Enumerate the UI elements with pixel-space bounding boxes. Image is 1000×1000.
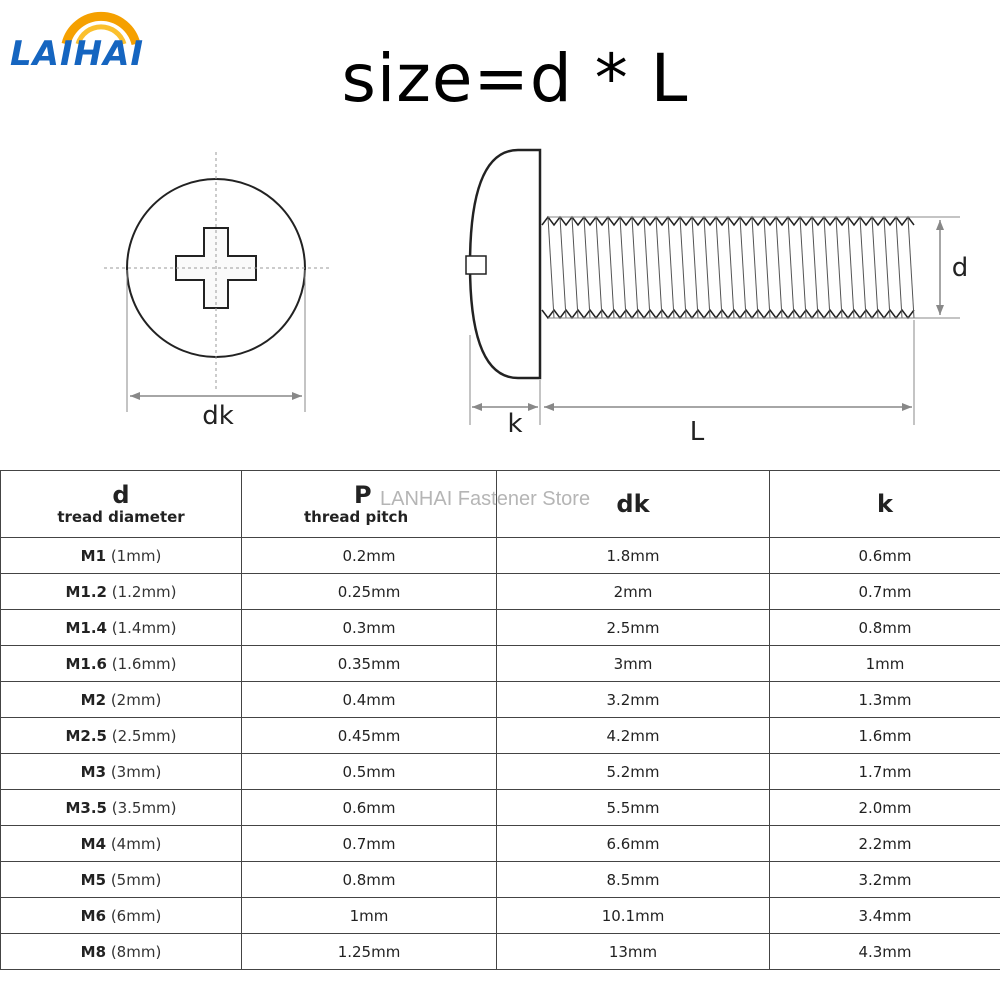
cell-k: 1.3mm	[770, 682, 1000, 718]
screw-diagram	[0, 130, 1000, 450]
header-d-sub: tread diameter	[57, 508, 185, 526]
cell-dk: 1.8mm	[497, 538, 770, 574]
cell-size	[1, 898, 242, 934]
header-p	[242, 471, 497, 538]
size-mm: (2.5mm)	[111, 726, 177, 745]
header-dk	[497, 471, 770, 538]
cell-dk: 5.5mm	[497, 790, 770, 826]
cell-size	[1, 790, 242, 826]
table-row	[1, 826, 1000, 862]
cell-size	[1, 754, 242, 790]
cell-dk: 3.2mm	[497, 682, 770, 718]
cell-pitch: 1mm	[242, 898, 497, 934]
label-L: L	[689, 417, 705, 447]
cell-pitch: 0.25mm	[242, 574, 497, 610]
table-row	[1, 646, 1000, 682]
cell-k: 2.0mm	[770, 790, 1000, 826]
size-mm: (4mm)	[110, 834, 162, 853]
cell-size	[1, 574, 242, 610]
size-code: M5	[80, 870, 107, 889]
size-code: M1.4	[65, 618, 107, 637]
screw-side-view	[466, 150, 960, 425]
cell-size	[1, 826, 242, 862]
size-mm: (6mm)	[110, 906, 162, 925]
cell-k: 4.3mm	[770, 934, 1000, 970]
cell-size	[1, 538, 242, 574]
table-row	[1, 898, 1000, 934]
store-watermark: LANHAI Fastener Store	[380, 488, 591, 510]
cell-dk: 13mm	[497, 934, 770, 970]
size-code: M3.5	[65, 798, 107, 817]
cell-k: 1.7mm	[770, 754, 1000, 790]
cell-pitch: 0.45mm	[242, 718, 497, 754]
label-d: d	[951, 253, 969, 283]
cell-pitch: 0.35mm	[242, 646, 497, 682]
cell-pitch: 0.5mm	[242, 754, 497, 790]
table-row	[1, 754, 1000, 790]
size-mm: (2mm)	[110, 690, 162, 709]
header-dk-label: dk	[616, 490, 650, 518]
header-k	[770, 471, 1000, 538]
table-row	[1, 718, 1000, 754]
header-d-label: d	[112, 481, 130, 509]
size-mm: (1mm)	[110, 546, 162, 565]
cell-size	[1, 718, 242, 754]
size-spec-table	[0, 470, 1000, 970]
cell-k: 1.6mm	[770, 718, 1000, 754]
cell-k: 3.4mm	[770, 898, 1000, 934]
cell-k: 0.7mm	[770, 574, 1000, 610]
cell-size	[1, 610, 242, 646]
cell-pitch: 0.8mm	[242, 862, 497, 898]
size-mm: (8mm)	[110, 942, 162, 961]
size-code: M1.2	[65, 582, 107, 601]
cell-dk: 2.5mm	[497, 610, 770, 646]
cell-dk: 10.1mm	[497, 898, 770, 934]
cell-dk: 4.2mm	[497, 718, 770, 754]
cell-size	[1, 682, 242, 718]
size-mm: (3mm)	[110, 762, 162, 781]
size-code: M2	[80, 690, 107, 709]
size-code: M6	[80, 906, 107, 925]
table-row	[1, 934, 1000, 970]
cell-dk: 8.5mm	[497, 862, 770, 898]
table-row	[1, 862, 1000, 898]
logo-text: LAIHAI	[10, 34, 145, 74]
size-mm: (1.4mm)	[111, 618, 177, 637]
cell-dk: 5.2mm	[497, 754, 770, 790]
table-row	[1, 538, 1000, 574]
cell-pitch: 1.25mm	[242, 934, 497, 970]
cell-size	[1, 862, 242, 898]
cell-dk: 2mm	[497, 574, 770, 610]
table-row	[1, 574, 1000, 610]
header-k-label: k	[877, 490, 893, 518]
header-p-sub: thread pitch	[304, 508, 409, 526]
table-row	[1, 790, 1000, 826]
table-row	[1, 610, 1000, 646]
cell-pitch: 0.3mm	[242, 610, 497, 646]
table-header-row	[1, 471, 1000, 538]
size-mm: (1.6mm)	[111, 654, 177, 673]
size-mm: (1.2mm)	[111, 582, 177, 601]
size-code: M2.5	[65, 726, 107, 745]
cell-k: 1mm	[770, 646, 1000, 682]
cell-dk: 3mm	[497, 646, 770, 682]
size-code: M1	[80, 546, 107, 565]
table-row	[1, 682, 1000, 718]
page-title: size=d * L	[341, 40, 689, 117]
cell-pitch: 0.2mm	[242, 538, 497, 574]
cell-size	[1, 646, 242, 682]
header-p-label: P	[354, 481, 372, 509]
cell-k: 0.6mm	[770, 538, 1000, 574]
cell-k: 3.2mm	[770, 862, 1000, 898]
size-mm: (3.5mm)	[111, 798, 177, 817]
header-d	[1, 471, 242, 538]
cell-pitch: 0.4mm	[242, 682, 497, 718]
screw-head-top-view	[104, 152, 330, 412]
size-code: M4	[80, 834, 107, 853]
label-k: k	[507, 409, 523, 439]
size-code: M8	[80, 942, 107, 961]
cell-pitch: 0.7mm	[242, 826, 497, 862]
size-code: M1.6	[65, 654, 107, 673]
cell-dk: 6.6mm	[497, 826, 770, 862]
cell-pitch: 0.6mm	[242, 790, 497, 826]
label-dk: dk	[202, 401, 234, 431]
size-mm: (5mm)	[110, 870, 162, 889]
size-code: M3	[80, 762, 107, 781]
cell-k: 0.8mm	[770, 610, 1000, 646]
cell-k: 2.2mm	[770, 826, 1000, 862]
thread-shank	[542, 217, 914, 318]
cell-size	[1, 934, 242, 970]
